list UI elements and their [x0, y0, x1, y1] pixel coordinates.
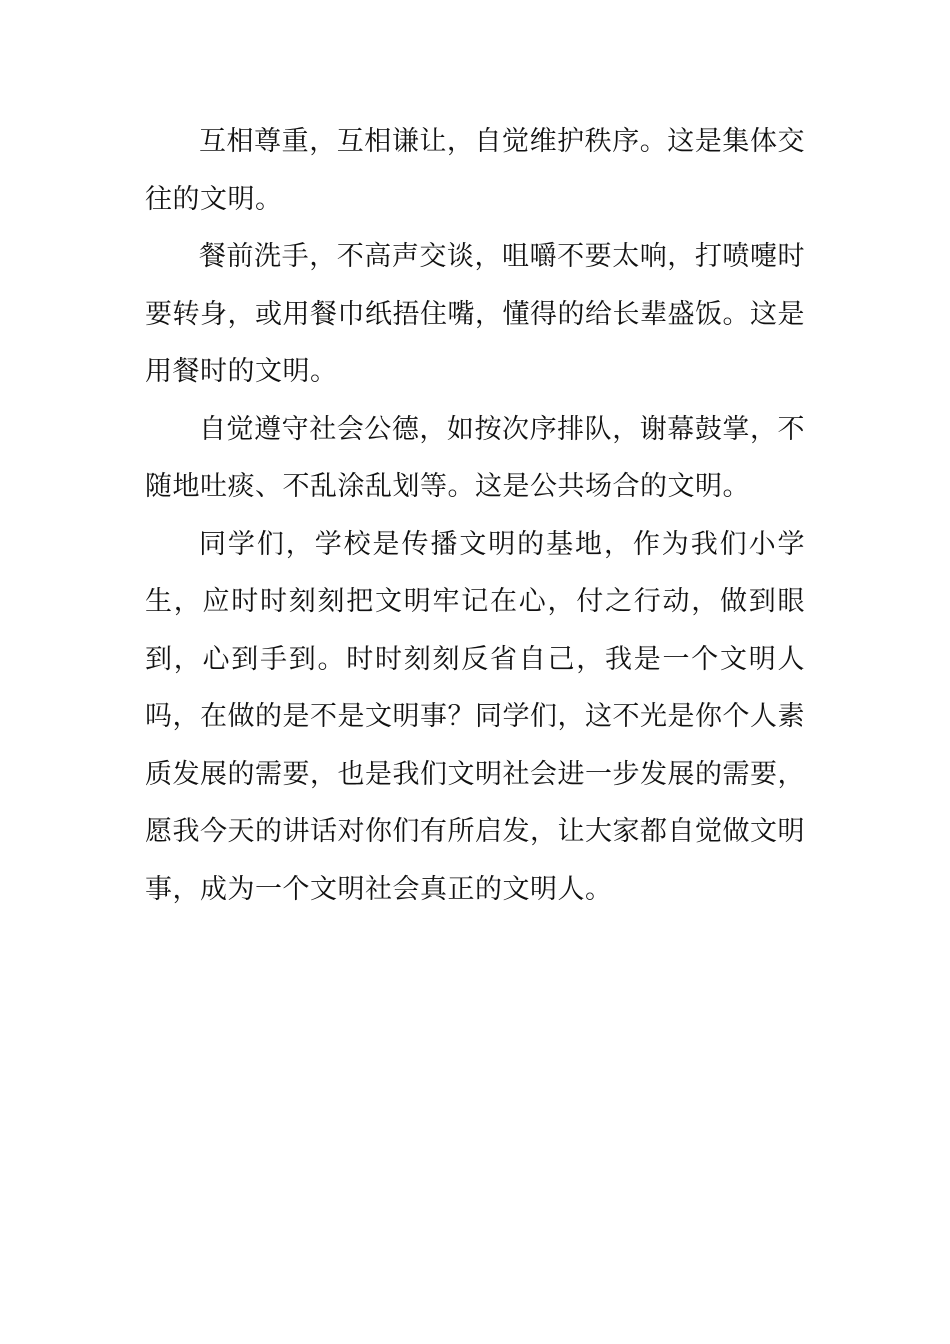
paragraph-closing-address: 同学们，学校是传播文明的基地，作为我们小学生，应时时刻刻把文明牢记在心，付之行动，做到眼到，心到手到。时时刻刻反省自己，我是一个文明人吗，在做的是不是文明事？同学们，这不光是你个人素质发展的需要，也是我们文明社会进一步发展的需要，愿我今天的讲话对你们有所启发，让大家都自觉做文明事，成为一个文明社会真正的文明人。	[145, 528, 805, 905]
document-body	[145, 113, 805, 918]
paragraph-public-civility: 自觉遵守社会公德，如按次序排队，谢幕鼓掌，不随地吐痰、不乱涂乱划等。这是公共场合的文明。	[145, 413, 805, 502]
paragraph-collective-civility: 互相尊重，互相谦让，自觉维护秩序。这是集体交往的文明。	[145, 126, 805, 215]
paragraph-dining-civility: 餐前洗手，不高声交谈，咀嚼不要太响，打喷嚏时要转身，或用餐巾纸捂住嘴，懂得的给长辈盛饭。这是用餐时的文明。	[145, 241, 805, 387]
